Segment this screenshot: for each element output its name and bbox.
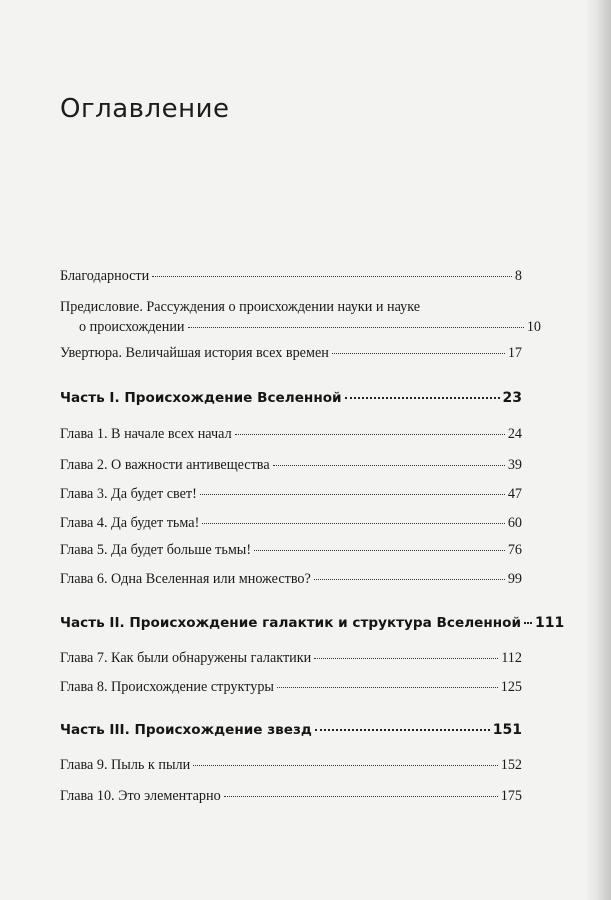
toc-chapter-7[interactable] <box>60 648 522 668</box>
dot-leader <box>524 622 532 624</box>
dot-leader <box>314 579 505 580</box>
dot-leader <box>254 550 505 551</box>
toc-entry-label: Часть II. Происхождение галактик и структура Вселенной <box>60 615 522 631</box>
toc-entry-label: Глава 1. В начале всех начал <box>60 426 232 442</box>
toc-chapter-4[interactable] <box>60 513 522 533</box>
toc-entry-page: 60 <box>507 515 522 531</box>
toc-part-2[interactable] <box>60 613 565 633</box>
toc-entry-page: 24 <box>507 426 522 442</box>
toc-entry-page: 23 <box>502 390 522 406</box>
toc-entry-label: Глава 9. Пыль к пыли <box>60 757 191 773</box>
dot-leader <box>202 523 505 524</box>
toc-entry-page: 8 <box>514 268 522 284</box>
toc-entry-page: 175 <box>500 788 522 804</box>
dot-leader <box>345 397 500 399</box>
toc-entry-page: 112 <box>501 650 522 666</box>
toc-entry-label: Часть I. Происхождение Вселенной <box>60 390 342 406</box>
toc-entry-acknowledgements[interactable] <box>60 266 522 286</box>
toc-entry-page: 151 <box>492 722 522 738</box>
toc-chapter-2[interactable] <box>60 455 522 475</box>
dot-leader <box>193 765 498 766</box>
toc-entry-page: 111 <box>535 615 565 631</box>
toc-entry-page: 10 <box>526 319 541 335</box>
toc-entry-preface[interactable] <box>60 297 541 337</box>
dot-leader <box>152 276 512 277</box>
toc-chapter-8[interactable] <box>60 677 522 697</box>
dot-leader <box>200 494 505 495</box>
toc-entry-label: Глава 5. Да будет больше тьмы! <box>60 542 252 558</box>
page-edge-shadow <box>585 0 611 900</box>
toc-entry-label: Часть III. Происхождение звезд <box>60 722 312 738</box>
toc-chapter-3[interactable] <box>60 484 522 504</box>
dot-leader <box>332 353 505 354</box>
dot-leader <box>315 729 490 731</box>
toc-entry-label-line1: Предисловие. Рассуждения о происхождении науки и науке <box>60 299 421 315</box>
dot-leader <box>224 796 498 797</box>
toc-entry-page: 17 <box>507 345 522 361</box>
toc-entry-label: Глава 6. Одна Вселенная или множество? <box>60 571 311 587</box>
dot-leader <box>277 687 498 688</box>
toc-part-1[interactable] <box>60 388 522 408</box>
page-title: Оглавление <box>60 94 230 124</box>
toc-entry-page: 39 <box>507 457 522 473</box>
toc-entry-label: Глава 3. Да будет свет! <box>60 486 197 502</box>
toc-chapter-5[interactable] <box>60 540 522 560</box>
toc-entry-label: о происхождении <box>79 319 185 335</box>
dot-leader <box>188 327 524 328</box>
toc-chapter-9[interactable] <box>60 755 522 775</box>
toc-entry-label: Глава 2. О важности антивещества <box>60 457 270 473</box>
toc-entry-label: Глава 7. Как были обнаружены галактики <box>60 650 312 666</box>
toc-entry-overture[interactable] <box>60 343 522 363</box>
toc-entry-label: Увертюра. Величайшая история всех времен <box>60 345 329 361</box>
toc-entry-page: 152 <box>500 757 522 773</box>
dot-leader <box>235 434 505 435</box>
toc-entry-page: 76 <box>507 542 522 558</box>
dot-leader <box>314 658 498 659</box>
toc-chapter-10[interactable] <box>60 786 522 806</box>
toc-entry-label: Глава 4. Да будет тьма! <box>60 515 200 531</box>
toc-entry-label: Глава 8. Происхождение структуры <box>60 679 274 695</box>
toc-entry-page: 47 <box>507 486 522 502</box>
toc-entry-label: Благодарности <box>60 268 150 284</box>
toc-part-3[interactable] <box>60 720 522 740</box>
toc-entry-page: 125 <box>500 679 522 695</box>
toc-chapter-6[interactable] <box>60 569 522 589</box>
toc-entry-page: 99 <box>507 571 522 587</box>
toc-entry-label: Глава 10. Это элементарно <box>60 788 221 804</box>
dot-leader <box>273 465 505 466</box>
toc-chapter-1[interactable] <box>60 424 522 444</box>
